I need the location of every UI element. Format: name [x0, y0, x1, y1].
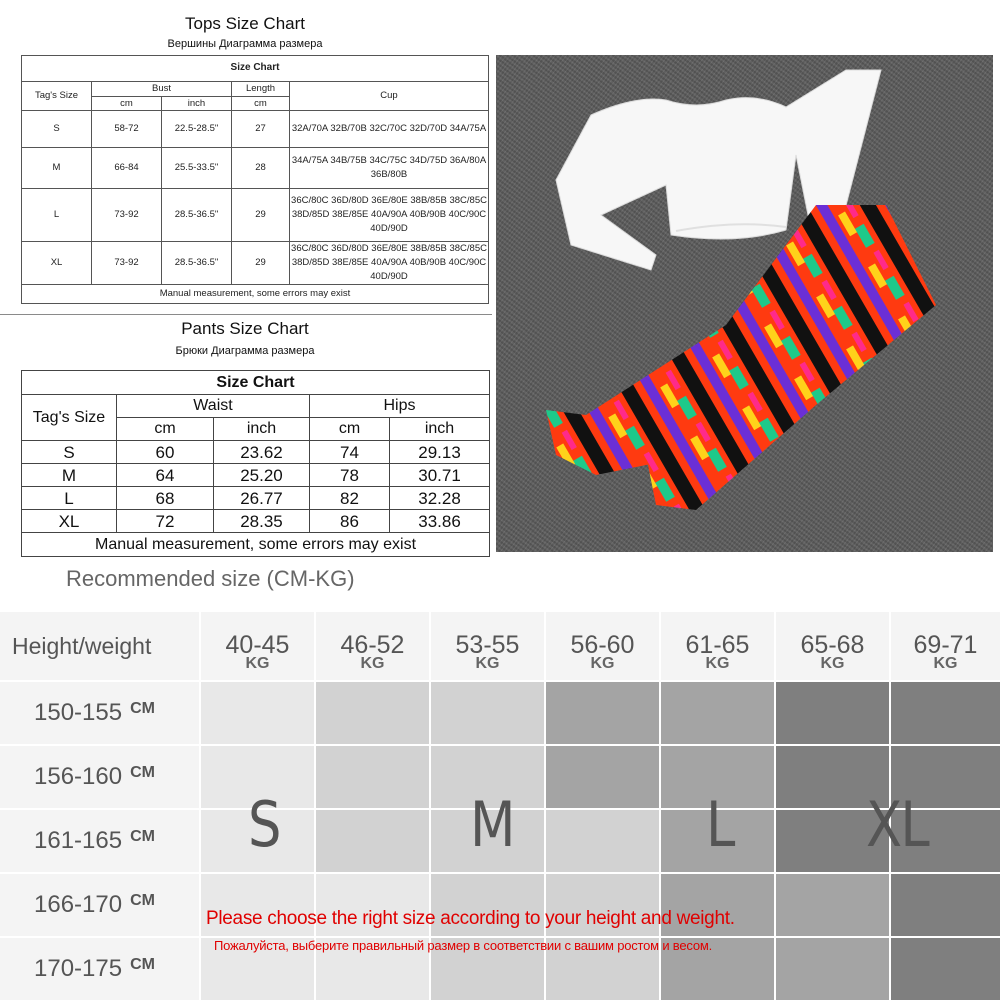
tops-cell-bust-inch: 28.5-36.5": [162, 189, 232, 242]
height-unit: CM: [130, 764, 155, 781]
tops-header-tag-size: Tag's Size: [22, 82, 92, 111]
size-advice-english: Please choose the right size according to your height and weight.: [206, 908, 735, 929]
pants-cell-hips-inch: 30.71: [390, 464, 490, 487]
weight-unit: KG: [590, 655, 615, 672]
size-grid-cell-m: [546, 810, 659, 872]
size-label-s: S: [248, 788, 280, 861]
pants-table-title: Size Chart: [22, 371, 490, 395]
weight-header-cell: [776, 612, 889, 680]
size-grid-cell-l: [776, 874, 889, 936]
size-grid-cell-l: [661, 682, 774, 744]
pants-cell-hips-cm: 82: [310, 487, 390, 510]
weight-unit: KG: [475, 655, 500, 672]
section-divider: [0, 314, 492, 315]
tops-header-bust: Bust: [92, 82, 232, 97]
pants-cell-hips-inch: 32.28: [390, 487, 490, 510]
pants-cell-hips-cm: 78: [310, 464, 390, 487]
size-grid-cell-xl: [776, 682, 889, 744]
height-unit: CM: [130, 700, 155, 717]
tops-cell-bust-cm: 73-92: [92, 242, 162, 285]
tops-table-note: Manual measurement, some errors may exist: [22, 285, 489, 304]
tops-cell-length: 29: [232, 242, 290, 285]
tops-cell-bust-cm: 73-92: [92, 189, 162, 242]
size-label-xl: XL: [866, 788, 929, 861]
height-row-label: [0, 810, 199, 872]
tops-size-chart-subtitle: Вершины Диаграмма размера: [167, 38, 323, 50]
tops-cell-bust-inch: 28.5-36.5": [162, 242, 232, 285]
pants-cell-waist-inch: 25.20: [214, 464, 310, 487]
weight-header-cell: [891, 612, 1000, 680]
height-row-label: [0, 938, 199, 1000]
pants-row-xl: [22, 510, 490, 533]
pants-header-hips-cm: cm: [310, 418, 390, 441]
pants-cell-hips-inch: 33.86: [390, 510, 490, 533]
tops-cell-size: S: [22, 111, 92, 148]
pants-cell-waist-inch: 28.35: [214, 510, 310, 533]
size-grid-cell-xl: [891, 682, 1000, 744]
tops-row-xl: [22, 242, 489, 285]
recommended-size-title: Recommended size (CM-KG): [66, 566, 355, 591]
weight-unit: KG: [245, 655, 270, 672]
size-grid-cell-xl: [891, 874, 1000, 936]
pants-cell-size: S: [22, 441, 117, 464]
weight-header-cell: [431, 612, 544, 680]
pants-cell-waist-cm: 64: [117, 464, 214, 487]
size-grid-cell-xl: [891, 938, 1000, 1000]
size-label-m: M: [470, 788, 514, 861]
weight-range: 46-52: [340, 631, 405, 659]
weight-unit: KG: [360, 655, 385, 672]
height-unit: CM: [130, 892, 155, 909]
height-range: 170-175: [34, 955, 123, 982]
weight-range: 56-60: [570, 631, 635, 659]
pants-size-chart-subtitle: Брюки Диаграмма размера: [175, 345, 315, 357]
tops-header-length: Length: [232, 82, 290, 97]
size-label-l: L: [706, 788, 734, 861]
tops-row-s: [22, 111, 489, 148]
tops-header-cup: Cup: [290, 82, 489, 111]
size-grid-cell-l: [776, 938, 889, 1000]
size-grid-cell-l: [546, 746, 659, 808]
size-grid-cell-m: [431, 682, 544, 744]
tops-cell-bust-cm: 66-84: [92, 148, 162, 189]
size-grid-cell-l: [546, 682, 659, 744]
weight-range: 53-55: [455, 631, 520, 659]
weight-header-cell: [201, 612, 314, 680]
tops-cell-bust-inch: 22.5-28.5": [162, 111, 232, 148]
grid-corner-label: Height/weight: [0, 612, 199, 680]
tops-cell-cup: 32A/70A 32B/70B 32C/70C 32D/70D 34A/75A: [290, 111, 489, 148]
pants-cell-waist-cm: 68: [117, 487, 214, 510]
height-unit: CM: [130, 956, 155, 973]
pants-header-hips-inch: inch: [390, 418, 490, 441]
height-range: 156-160: [34, 763, 123, 790]
size-grid-cell-m: [316, 746, 429, 808]
tops-cell-cup: 34A/75A 34B/75B 34C/75C 34D/75D 36A/80A 36B/80B: [290, 148, 489, 189]
height-range: 166-170: [34, 891, 123, 918]
pants-cell-size: L: [22, 487, 117, 510]
pants-row-s: [22, 441, 490, 464]
pants-cell-waist-inch: 23.62: [214, 441, 310, 464]
tops-row-l: [22, 189, 489, 242]
tops-cell-length: 27: [232, 111, 290, 148]
height-row-label: [0, 746, 199, 808]
pants-row-m: [22, 464, 490, 487]
tops-header-bust-inch: inch: [162, 97, 232, 111]
pants-header-waist: Waist: [117, 395, 310, 418]
weight-range: 65-68: [800, 631, 865, 659]
tops-size-table: [21, 55, 489, 304]
pants-cell-hips-cm: 74: [310, 441, 390, 464]
size-grid-cell-m: [316, 810, 429, 872]
pants-cell-waist-cm: 72: [117, 510, 214, 533]
tops-cell-length: 28: [232, 148, 290, 189]
height-unit: CM: [130, 828, 155, 845]
tops-size-chart-title: Tops Size Chart: [185, 14, 305, 33]
pants-header-hips: Hips: [310, 395, 490, 418]
tops-cell-cup: 36C/80C 36D/80D 36E/80E 38B/85B 38C/85C 38D/85D 38E/85E 40A/90A 40B/90B 40C/90C 40D/90D: [290, 242, 489, 285]
weight-range: 40-45: [225, 631, 290, 659]
pants-row-l: [22, 487, 490, 510]
pants-size-table: [21, 370, 490, 557]
pants-table-note: Manual measurement, some errors may exist: [22, 533, 490, 557]
product-photo: [496, 55, 993, 552]
weight-unit: KG: [820, 655, 845, 672]
size-grid-cell-m: [316, 682, 429, 744]
pants-cell-hips-cm: 86: [310, 510, 390, 533]
pants-cell-size: XL: [22, 510, 117, 533]
pants-header-tag-size: Tag's Size: [22, 395, 117, 441]
weight-unit: KG: [933, 655, 958, 672]
tops-header-bust-cm: cm: [92, 97, 162, 111]
pants-header-waist-inch: inch: [214, 418, 310, 441]
height-range: 150-155: [34, 699, 123, 726]
pants-cell-waist-cm: 60: [117, 441, 214, 464]
tops-cell-cup: 36C/80C 36D/80D 36E/80E 38B/85B 38C/85C 38D/85D 38E/85E 40A/90A 40B/90B 40C/90C 40D/90D: [290, 189, 489, 242]
tops-row-m: [22, 148, 489, 189]
pants-header-waist-cm: cm: [117, 418, 214, 441]
weight-range: 69-71: [913, 631, 978, 659]
pants-size-chart-title: Pants Size Chart: [181, 319, 309, 338]
tops-cell-length: 29: [232, 189, 290, 242]
tops-cell-size: M: [22, 148, 92, 189]
tops-cell-size: L: [22, 189, 92, 242]
tops-cell-size: XL: [22, 242, 92, 285]
weight-header-cell: [661, 612, 774, 680]
tops-table-title: Size Chart: [22, 56, 489, 82]
height-range: 161-165: [34, 827, 123, 854]
weight-header-cell: [546, 612, 659, 680]
height-row-label: [0, 682, 199, 744]
size-advice-russian: Пожалуйста, выберите правильный размер в соответствии с вашим ростом и весом.: [214, 938, 713, 953]
recommended-size-grid: [0, 612, 1000, 1000]
weight-unit: KG: [705, 655, 730, 672]
tops-cell-bust-cm: 58-72: [92, 111, 162, 148]
product-illustration: [496, 55, 993, 552]
weight-range: 61-65: [685, 631, 750, 659]
pants-cell-size: M: [22, 464, 117, 487]
pants-cell-hips-inch: 29.13: [390, 441, 490, 464]
tops-header-length-cm: cm: [232, 97, 290, 111]
size-grid-cell-s: [201, 682, 314, 744]
height-row-label: [0, 874, 199, 936]
pants-cell-waist-inch: 26.77: [214, 487, 310, 510]
weight-header-cell: [316, 612, 429, 680]
tops-cell-bust-inch: 25.5-33.5": [162, 148, 232, 189]
